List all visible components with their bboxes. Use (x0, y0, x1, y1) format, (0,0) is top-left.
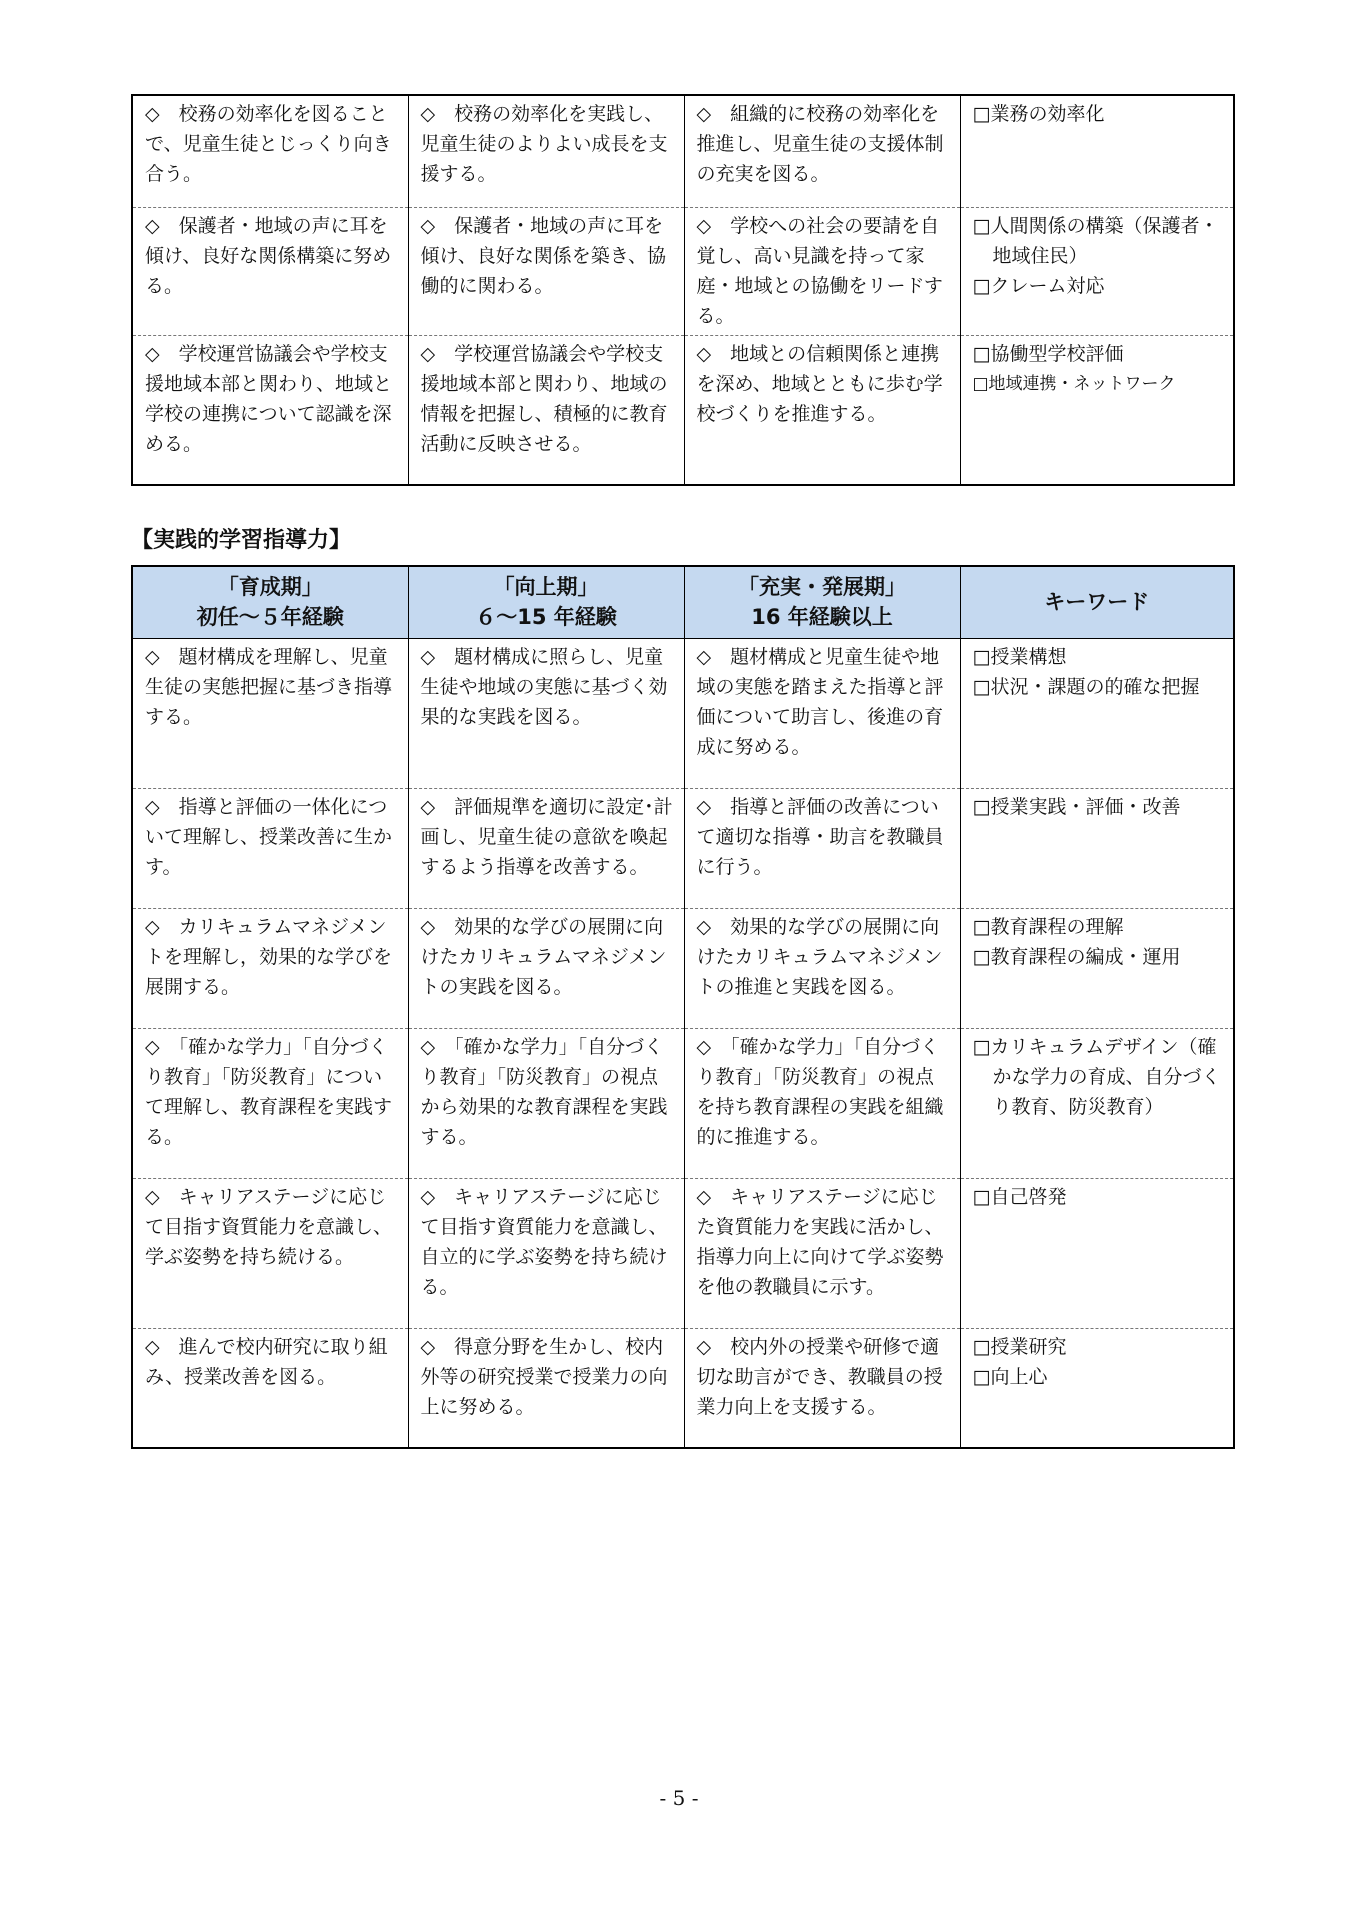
cell-keywords (960, 788, 1234, 908)
cell-keywords (960, 95, 1234, 207)
cell-keywords (960, 1178, 1234, 1328)
header-row (132, 566, 1234, 638)
table-row (132, 335, 1234, 485)
cell-development-stage: ◇ 校内外の授業や研修で適切な助言ができ、教職員の授業力向上を支援する。 (684, 1328, 960, 1448)
cell-improvement-stage: ◇ 保護者・地域の声に耳を傾け、良好な関係を築き、協働的に関わる。 (408, 207, 684, 335)
keyword: □教育課程の理解 (972, 915, 1124, 938)
cell-growth-stage: ◇ 「確かな学力」「自分づくり教育」「防災教育」について理解し、教育課程を実践する。 (132, 1028, 408, 1178)
keyword: □人間関係の構築（保護者・地域住民） (972, 214, 1219, 267)
keyword: □業務の効率化 (972, 103, 1105, 125)
header-growth-stage: 「育成期」 初任～５年経験 (132, 566, 408, 638)
cell-improvement-stage: ◇ 学校運営協議会や学校支援地域本部と関わり、地域の情報を把握し、積極的に教育活動に反映させる。 (408, 335, 684, 485)
cell-growth-stage: ◇ 校務の効率化を図ることで、児童生徒とじっくり向き合う。 (132, 95, 408, 207)
cell-development-stage: ◇ 効果的な学びの展開に向けたカリキュラムマネジメントの推進と実践を図る。 (684, 908, 960, 1028)
table-row (132, 207, 1234, 335)
cell-improvement-stage: ◇ 「確かな学力」「自分づくり教育」「防災教育」の視点から効果的な教育課程を実践する。 (408, 1028, 684, 1178)
header-development-stage: 「充実・発展期」 16 年経験以上 (684, 566, 960, 638)
keyword: □協働型学校評価 (972, 342, 1124, 365)
cell-development-stage: ◇ 題材構成と児童生徒や地域の実態を踏まえた指導と評価について助言し、後進の育成に努める。 (684, 638, 960, 788)
cell-keywords (960, 207, 1234, 335)
cell-improvement-stage: ◇ 得意分野を生かし、校内外等の研究授業で授業力の向上に努める。 (408, 1328, 684, 1448)
table-row (132, 95, 1234, 207)
section-heading: 【実践的学習指導力】 (131, 528, 352, 553)
cell-growth-stage: ◇ キャリアステージに応じて目指す資質能力を意識し、学ぶ姿勢を持ち続ける。 (132, 1178, 408, 1328)
cell-improvement-stage: ◇ 校務の効率化を実践し、児童生徒のよりよい成長を支援する。 (408, 95, 684, 207)
table-row (132, 1028, 1234, 1178)
cell-development-stage: ◇ 指導と評価の改善について適切な指導・助言を教職員に行う。 (684, 788, 960, 908)
keyword: □向上心 (972, 1365, 1048, 1388)
keyword: □カリキュラムデザイン（確かな学力の育成、自分づくり教育、防災教育） (972, 1035, 1221, 1118)
cell-keywords (960, 1328, 1234, 1448)
cell-growth-stage: ◇ 題材構成を理解し、児童生徒の実態把握に基づき指導する。 (132, 638, 408, 788)
cell-improvement-stage: ◇ 効果的な学びの展開に向けたカリキュラムマネジメントの実践を図る。 (408, 908, 684, 1028)
cell-development-stage: ◇ 組織的に校務の効率化を推進し、児童生徒の支援体制の充実を図る。 (684, 95, 960, 207)
keyword: □自己啓発 (972, 1185, 1067, 1208)
cell-development-stage: ◇ 「確かな学力」「自分づくり教育」「防災教育」の視点を持ち教育課程の実践を組織的に推進する。 (684, 1028, 960, 1178)
table-row (132, 908, 1234, 1028)
table-row (132, 788, 1234, 908)
cell-keywords (960, 908, 1234, 1028)
table-row (132, 1178, 1234, 1328)
cell-improvement-stage: ◇ 題材構成に照らし、児童生徒や地域の実態に基づく効果的な実践を図る。 (408, 638, 684, 788)
header-keywords: キーワード (960, 566, 1234, 638)
cell-development-stage: ◇ キャリアステージに応じた資質能力を実践に活かし、指導力向上に向けて学ぶ姿勢を他の教職員に示す。 (684, 1178, 960, 1328)
competency-table-continued (131, 94, 1235, 486)
table-row (132, 1328, 1234, 1448)
cell-keywords (960, 638, 1234, 788)
cell-growth-stage: ◇ カリキュラムマネジメントを理解し，効果的な学びを展開する。 (132, 908, 408, 1028)
keyword: □授業研究 (972, 1335, 1067, 1358)
cell-development-stage: ◇ 地域との信頼関係と連携を深め、地域とともに歩む学校づくりを推進する。 (684, 335, 960, 485)
cell-growth-stage: ◇ 進んで校内研究に取り組み、授業改善を図る。 (132, 1328, 408, 1448)
cell-keywords (960, 1028, 1234, 1178)
cell-growth-stage: ◇ 学校運営協議会や学校支援地域本部と関わり、地域と学校の連携について認識を深める。 (132, 335, 408, 485)
keyword: □地域連携・ネットワーク (972, 373, 1176, 394)
keyword: □授業構想 (972, 645, 1067, 668)
keyword: □クレーム対応 (972, 274, 1105, 297)
cell-improvement-stage: ◇ 評価規準を適切に設定･計画し、児童生徒の意欲を喚起するよう指導を改善する。 (408, 788, 684, 908)
cell-growth-stage: ◇ 保護者・地域の声に耳を傾け、良好な関係構築に努める。 (132, 207, 408, 335)
practical-teaching-table (131, 565, 1235, 1449)
header-improvement-stage: 「向上期」 ６～15 年経験 (408, 566, 684, 638)
keyword: □授業実践・評価・改善 (972, 795, 1181, 818)
page-number: - 5 - (659, 1786, 699, 1810)
table-row (132, 638, 1234, 788)
cell-growth-stage: ◇ 指導と評価の一体化について理解し、授業改善に生かす。 (132, 788, 408, 908)
keyword: □教育課程の編成・運用 (972, 945, 1181, 968)
cell-keywords (960, 335, 1234, 485)
cell-improvement-stage: ◇ キャリアステージに応じて目指す資質能力を意識し、自立的に学ぶ姿勢を持ち続ける。 (408, 1178, 684, 1328)
cell-development-stage: ◇ 学校への社会の要請を自覚し、高い見識を持って家庭・地域との協働をリードする。 (684, 207, 960, 335)
keyword: □状況・課題の的確な把握 (972, 675, 1200, 698)
